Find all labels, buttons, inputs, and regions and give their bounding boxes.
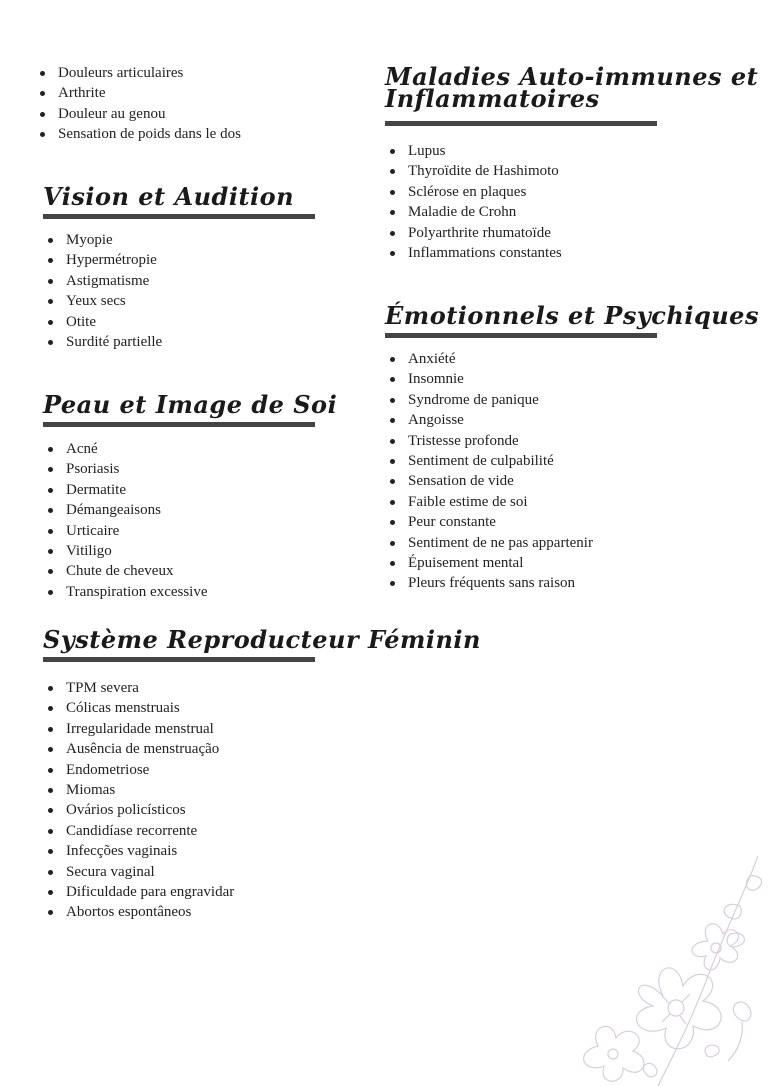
reproductive-section (43, 625, 481, 662)
section-divider (43, 214, 315, 219)
list-item: Thyroïdite de Hashimoto (408, 161, 562, 181)
list-item: Vitiligo (66, 541, 208, 561)
list-item: Ausência de menstruação (66, 739, 234, 759)
section-title-line: Inflammatoires (385, 84, 600, 113)
section-divider (43, 422, 315, 427)
list-item: Sensation de poids dans le dos (58, 124, 241, 144)
list-item: Épuisement mental (408, 553, 593, 573)
section-divider (43, 657, 315, 662)
list-item: Transpiration excessive (66, 582, 208, 602)
list-item: Candidíase recorrente (66, 821, 234, 841)
list-item: TPM severa (66, 678, 234, 698)
list-item: Inflammations constantes (408, 243, 562, 263)
list-item: Insomnie (408, 369, 593, 389)
section-divider (385, 333, 657, 338)
list-item: Cólicas menstruais (66, 698, 234, 718)
list-item: Angoisse (408, 410, 593, 430)
skin-section (43, 390, 338, 427)
list-item: Miomas (66, 780, 234, 800)
list-item: Démangeaisons (66, 500, 208, 520)
list-item: Lupus (408, 141, 562, 161)
list-item: Dermatite (66, 480, 208, 500)
list-item: Otite (66, 312, 162, 332)
list-item: Dificuldade para engravidar (66, 882, 234, 902)
list-item: Irregularidade menstrual (66, 719, 234, 739)
floral-line-art-icon (558, 846, 768, 1086)
emotional-section (385, 301, 759, 338)
list-item: Tristesse profonde (408, 431, 593, 451)
list-item: Yeux secs (66, 291, 162, 311)
section-title: Émotionnels et Psychiques (385, 301, 759, 330)
section-title: Système Reproducteur Féminin (43, 625, 481, 654)
intro-section (58, 63, 241, 145)
list-item: Faible estime de soi (408, 492, 593, 512)
list-item: Urticaire (66, 521, 208, 541)
section-title-line: Maladies Auto-immunes et (385, 62, 759, 91)
list-item: Astigmatisme (66, 271, 162, 291)
autoimmune-list (408, 141, 562, 263)
intro-list (58, 63, 241, 145)
list-item: Psoriasis (66, 459, 208, 479)
list-item: Sclérose en plaques (408, 182, 562, 202)
list-item: Sentiment de ne pas appartenir (408, 533, 593, 553)
list-item: Peur constante (408, 512, 593, 532)
list-item: Pleurs fréquents sans raison (408, 573, 593, 593)
list-item: Myopie (66, 230, 162, 250)
list-item: Abortos espontâneos (66, 902, 234, 922)
list-item: Sensation de vide (408, 471, 593, 491)
section-divider (385, 121, 657, 126)
list-item: Endometriose (66, 760, 234, 780)
list-item: Ovários policísticos (66, 800, 234, 820)
list-item: Anxiété (408, 349, 593, 369)
list-item: Acné (66, 439, 208, 459)
reproductive-list (66, 678, 234, 923)
section-title: Peau et Image de Soi (43, 390, 338, 419)
list-item: Infecções vaginais (66, 841, 234, 861)
list-item: Sentiment de culpabilité (408, 451, 593, 471)
list-item: Douleur au genou (58, 104, 241, 124)
autoimmune-section (385, 62, 759, 126)
list-item: Secura vaginal (66, 862, 234, 882)
vision-section (43, 182, 315, 219)
vision-list (66, 230, 162, 352)
list-item: Arthrite (58, 83, 241, 103)
emotional-list (408, 349, 593, 594)
skin-list (66, 439, 208, 602)
list-item: Maladie de Crohn (408, 202, 562, 222)
list-item: Chute de cheveux (66, 561, 208, 581)
list-item: Syndrome de panique (408, 390, 593, 410)
list-item: Hypermétropie (66, 250, 162, 270)
list-item: Polyarthrite rhumatoïde (408, 223, 562, 243)
list-item: Douleurs articulaires (58, 63, 241, 83)
list-item: Surdité partielle (66, 332, 162, 352)
section-title (385, 62, 759, 113)
section-title: Vision et Audition (43, 182, 295, 211)
